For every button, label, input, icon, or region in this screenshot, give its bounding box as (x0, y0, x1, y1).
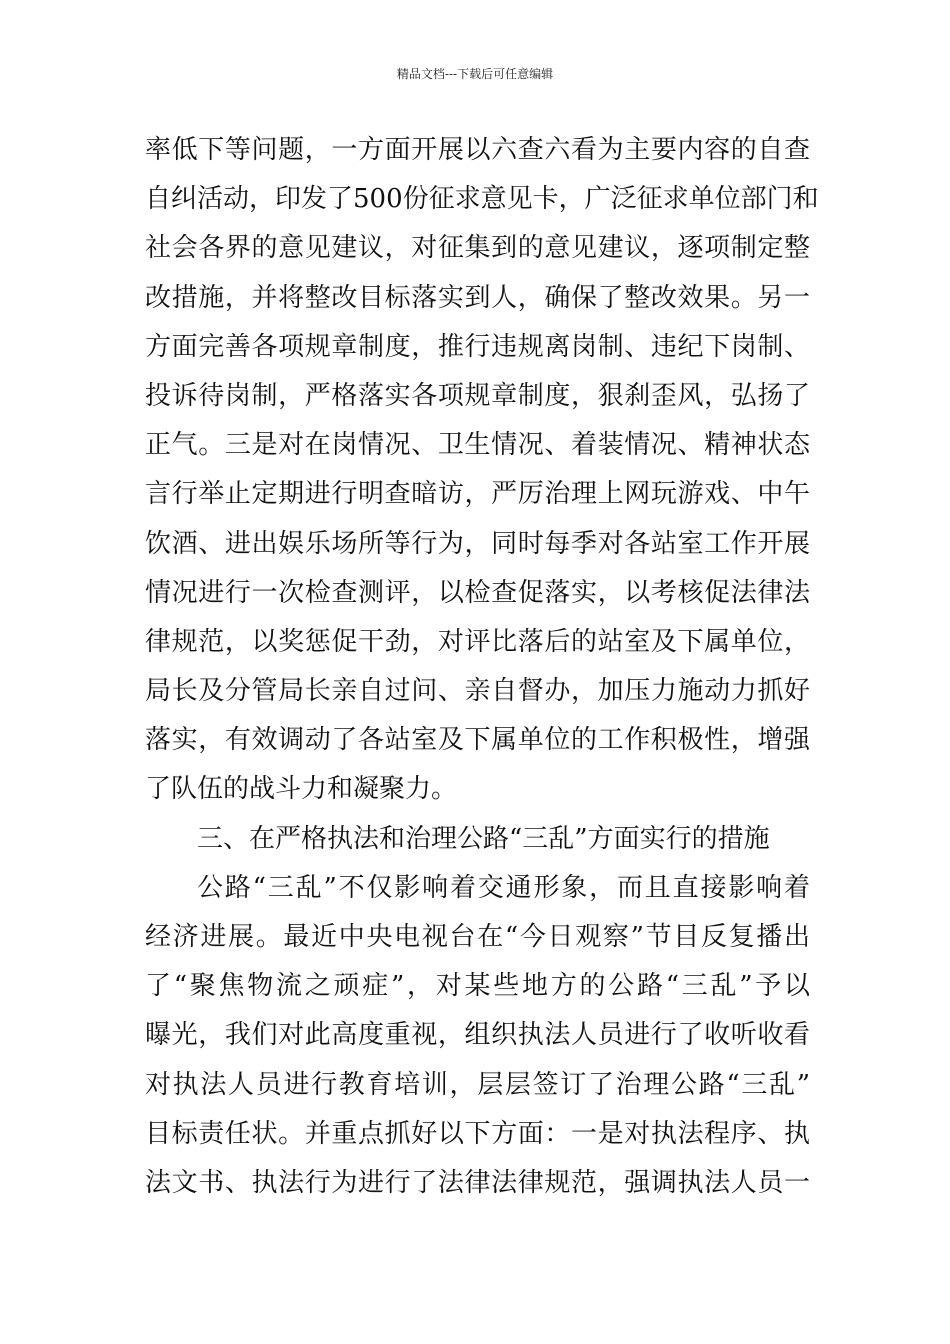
paragraph-line: 正气。三是对在岗情况、卫生情况、着装情况、精神状态 (145, 430, 810, 461)
paragraph-line: 律规范，以奖惩促干劲，对评比落后的站室及下属单位， (145, 626, 810, 657)
paragraph-line: 法文书、执法行为进行了法律法律规范，强调执法人员一 (145, 1167, 810, 1198)
paragraph-line: 社会各界的意见建议，对征集到的意见建议，逐项制定整 (145, 233, 810, 264)
section-heading: 三、在严格执法和治理公路“三乱”方面实行的措施 (197, 823, 770, 854)
paragraph-line: 言行举止定期进行明查暗访，严厉治理上网玩游戏、中午 (145, 479, 810, 510)
paragraph-line: 饮酒、进出娱乐场所等行为，同时每季对各站室工作开展 (145, 528, 810, 559)
paragraph-line: 自纠活动，印发了500份征求意见卡，广泛征求单位部门和 (145, 184, 819, 215)
paragraph-line: 情况进行一次检查测评，以检查促落实，以考核促法律法 (145, 577, 810, 608)
paragraph-line: 经济进展。最近中央电视台在“今日观察”节目反复播出 (145, 922, 810, 952)
page-header: 精品文档---下载后可任意编辑 (396, 67, 554, 81)
paragraph-line: 公路“三乱”不仅影响着交通形象，而且直接影响着 (197, 872, 810, 903)
paragraph-line: 落实，有效调动了各站室及下属单位的工作积极性，增强 (145, 725, 810, 756)
paragraph-line: 曝光，我们对此高度重视，组织执法人员进行了收听收看 (145, 1020, 810, 1051)
paragraph-line: 投诉待岗制，严格落实各项规章制度，狠刹歪风，弘扬了 (145, 380, 810, 411)
paragraph-line: 了“聚焦物流之顽症”，对某些地方的公路“三乱”予以 (145, 971, 810, 1002)
paragraph-line: 局长及分管局长亲自过问、亲自督办，加压力施动力抓好 (145, 676, 810, 707)
paragraph-line: 了队伍的战斗力和凝聚力。 (145, 774, 458, 805)
paragraph-line: 改措施，并将整改目标落实到人，确保了整改效果。另一 (145, 282, 810, 313)
paragraph-line: 率低下等问题，一方面开展以六查六看为主要内容的自查 (145, 135, 810, 165)
document-body (145, 126, 819, 1208)
paragraph-line: 方面完善各项规章制度，推行违规离岗制、违纪下岗制、 (145, 331, 810, 362)
paragraph-line: 目标责任状。并重点抓好以下方面：一是对执法程序、执 (145, 1118, 810, 1149)
paragraph-line: 对执法人员进行教育培训，层层签订了治理公路“三乱” (145, 1069, 810, 1100)
